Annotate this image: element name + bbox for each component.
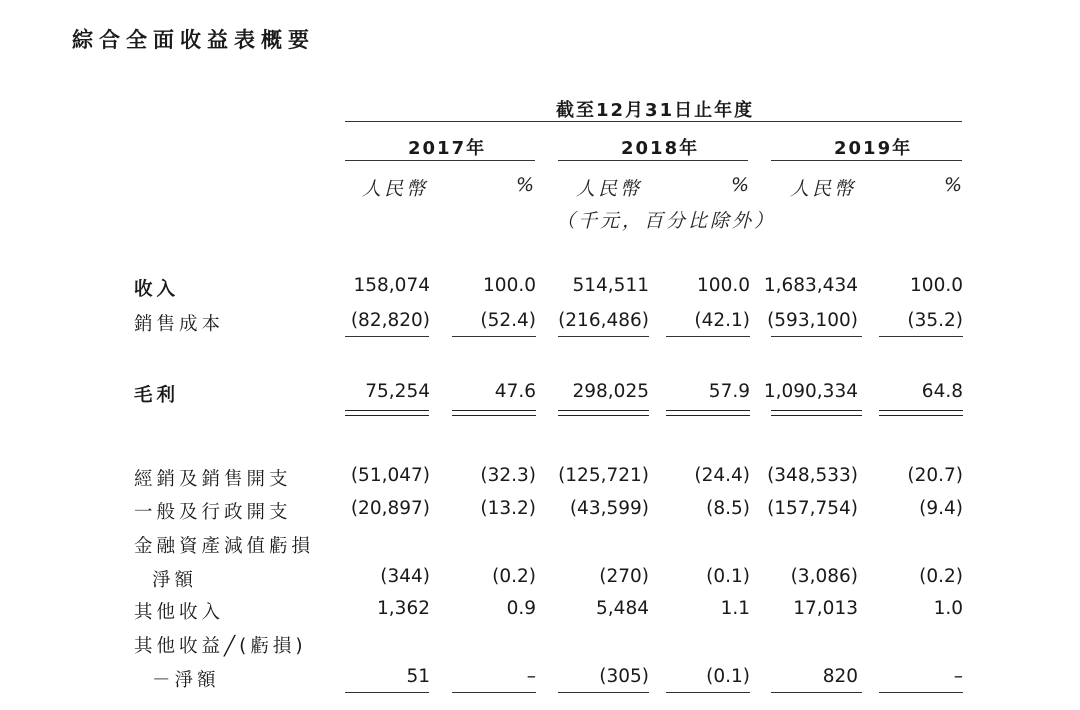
table-cell: (13.2) bbox=[480, 498, 536, 519]
table-cell: 47.6 bbox=[494, 381, 536, 402]
table-cell: 100.0 bbox=[697, 275, 750, 296]
rule-bottom-1 bbox=[345, 692, 429, 693]
unit-percent-2017: % bbox=[516, 174, 538, 196]
table-cell: (305) bbox=[599, 666, 649, 687]
year-header-2019: 2019年 bbox=[834, 138, 913, 159]
double-rule-gp-4 bbox=[666, 410, 750, 416]
page-title: 綜合全面收益表概要 bbox=[72, 28, 315, 52]
rule-bottom-5 bbox=[771, 692, 862, 693]
row-label-admin-expenses: 一般及行政開支 bbox=[134, 502, 292, 523]
unit-note: （千元，百分比除外） bbox=[556, 210, 777, 232]
table-cell: (157,754) bbox=[767, 498, 858, 519]
table-cell: (216,486) bbox=[558, 310, 649, 331]
unit-currency-2018: 人民幣 bbox=[576, 178, 643, 200]
table-cell: (42.1) bbox=[694, 310, 750, 331]
table-cell: (125,721) bbox=[558, 465, 649, 486]
year-underline-2019 bbox=[771, 160, 962, 161]
rule-cos-5 bbox=[771, 336, 862, 337]
table-cell: (593,100) bbox=[767, 310, 858, 331]
table-cell: 17,013 bbox=[793, 598, 858, 619]
table-cell: 1,683,434 bbox=[763, 275, 858, 296]
table-cell: 158,074 bbox=[353, 275, 430, 296]
table-cell: 5,484 bbox=[596, 598, 649, 619]
table-cell: (24.4) bbox=[694, 465, 750, 486]
table-cell: (344) bbox=[380, 566, 430, 587]
rule-cos-4 bbox=[666, 336, 750, 337]
table-cell: 64.8 bbox=[921, 381, 963, 402]
table-cell: 1,090,334 bbox=[763, 381, 858, 402]
table-cell: 75,254 bbox=[365, 381, 430, 402]
row-label-other-gains-net: －淨額 bbox=[152, 670, 220, 691]
rule-bottom-4 bbox=[666, 692, 750, 693]
unit-currency-2019: 人民幣 bbox=[790, 178, 857, 200]
row-label-other-gains: 其他收益╱(虧損) bbox=[134, 636, 307, 657]
unit-currency-2017: 人民幣 bbox=[362, 178, 429, 200]
table-cell: (20.7) bbox=[907, 465, 963, 486]
table-cell: (270) bbox=[599, 566, 649, 587]
year-underline-2018 bbox=[558, 160, 748, 161]
row-label-impairment: 金融資產減值虧損 bbox=[134, 536, 315, 557]
rule-cos-2 bbox=[452, 336, 536, 337]
table-cell: (0.1) bbox=[706, 666, 750, 687]
table-cell: (51,047) bbox=[350, 465, 430, 486]
year-header-2018: 2018年 bbox=[621, 138, 700, 159]
table-cell: (0.2) bbox=[492, 566, 536, 587]
table-cell: (82,820) bbox=[350, 310, 430, 331]
table-cell: (43,599) bbox=[569, 498, 649, 519]
table-cell: 1,362 bbox=[377, 598, 430, 619]
table-cell: 100.0 bbox=[483, 275, 536, 296]
table-cell: (52.4) bbox=[480, 310, 536, 331]
table-cell: (35.2) bbox=[907, 310, 963, 331]
double-rule-gp-1 bbox=[345, 410, 429, 416]
table-cell: 100.0 bbox=[910, 275, 963, 296]
row-label-cost-of-sales: 銷售成本 bbox=[134, 314, 225, 335]
rule-bottom-2 bbox=[452, 692, 536, 693]
row-label-revenue: 收入 bbox=[134, 279, 180, 300]
period-header: 截至12月31日止年度 bbox=[556, 100, 755, 121]
table-cell: (0.1) bbox=[706, 566, 750, 587]
rule-bottom-6 bbox=[879, 692, 963, 693]
row-label-other-income: 其他收入 bbox=[134, 602, 225, 623]
period-underline bbox=[345, 121, 962, 122]
rule-bottom-3 bbox=[558, 692, 649, 693]
table-cell: (8.5) bbox=[706, 498, 750, 519]
table-cell: (0.2) bbox=[919, 566, 963, 587]
double-rule-gp-2 bbox=[452, 410, 536, 416]
table-cell: 1.0 bbox=[933, 598, 963, 619]
unit-percent-2019: % bbox=[944, 174, 966, 196]
rule-cos-3 bbox=[558, 336, 649, 337]
table-cell: (20,897) bbox=[350, 498, 430, 519]
table-cell: (348,533) bbox=[767, 465, 858, 486]
double-rule-gp-5 bbox=[771, 410, 862, 416]
row-label-distribution-expenses: 經銷及銷售開支 bbox=[134, 469, 292, 490]
double-rule-gp-6 bbox=[879, 410, 963, 416]
table-cell: (32.3) bbox=[480, 465, 536, 486]
rule-cos-1 bbox=[345, 336, 429, 337]
table-cell: (9.4) bbox=[919, 498, 963, 519]
year-underline-2017 bbox=[345, 160, 535, 161]
table-cell: 57.9 bbox=[708, 381, 750, 402]
table-cell: 1.1 bbox=[720, 598, 750, 619]
rule-cos-6 bbox=[879, 336, 963, 337]
table-cell: 0.9 bbox=[506, 598, 536, 619]
table-cell: 51 bbox=[406, 666, 430, 687]
table-cell: (3,086) bbox=[790, 566, 858, 587]
table-cell: – bbox=[526, 666, 536, 687]
table-cell: 514,511 bbox=[572, 275, 649, 296]
double-rule-gp-3 bbox=[558, 410, 649, 416]
table-cell: 820 bbox=[822, 666, 858, 687]
year-header-2017: 2017年 bbox=[408, 138, 487, 159]
unit-percent-2018: % bbox=[731, 174, 753, 196]
row-label-impairment-net: 淨額 bbox=[152, 570, 198, 591]
table-cell: 298,025 bbox=[572, 381, 649, 402]
table-cell: – bbox=[953, 666, 963, 687]
row-label-gross-profit: 毛利 bbox=[134, 385, 180, 406]
